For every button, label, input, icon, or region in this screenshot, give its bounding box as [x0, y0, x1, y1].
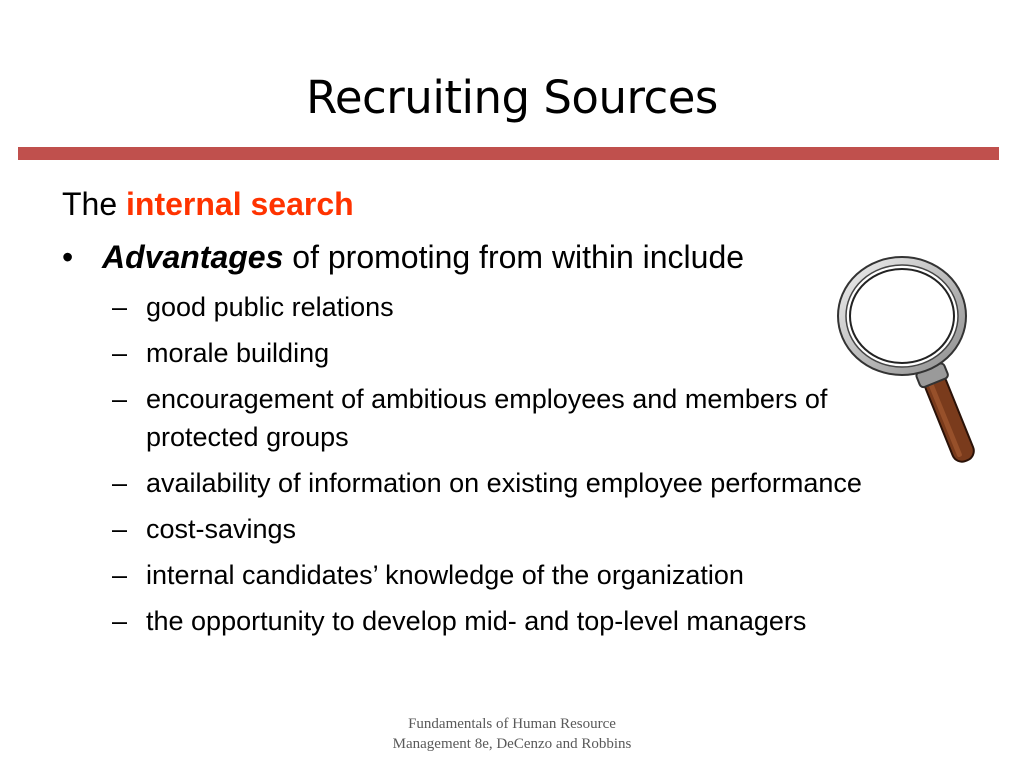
advantages-sub-list	[112, 288, 912, 648]
dash-mark: –	[112, 292, 128, 322]
dash-mark: –	[112, 560, 128, 590]
title-divider	[18, 147, 999, 160]
list-item	[112, 464, 912, 502]
footer-credit	[352, 714, 672, 754]
bullet-emphasis: Advantages	[102, 239, 284, 275]
bullet-mark: •	[62, 239, 74, 275]
sub-item-text: morale building	[146, 338, 330, 368]
magnifying-glass-icon	[834, 252, 1004, 474]
sub-item-text: encouragement of ambitious employees and members of protected groups	[146, 384, 828, 452]
intro-line	[62, 184, 354, 224]
slide-title: Recruiting Sources	[306, 71, 718, 124]
dash-mark: –	[112, 468, 128, 498]
list-item	[112, 510, 912, 548]
intro-prefix: The	[62, 186, 118, 222]
intro-highlight: internal search	[126, 186, 354, 222]
dash-mark: –	[112, 606, 128, 636]
sub-item-text: availability of information on existing employee performance	[146, 468, 862, 498]
footer-line-1: Fundamentals of Human Resource	[408, 716, 616, 732]
list-item	[112, 380, 912, 456]
sub-item-text: good public relations	[146, 292, 394, 322]
dash-mark: –	[112, 338, 128, 368]
sub-item-text: cost-savings	[146, 514, 297, 544]
list-item	[112, 556, 912, 594]
dash-mark: –	[112, 384, 128, 414]
list-item	[112, 602, 912, 640]
bullet-text: of promoting from within include	[292, 239, 745, 275]
list-item	[112, 334, 912, 372]
list-item	[112, 288, 912, 326]
sub-item-text: internal candidates’ knowledge of the organization	[146, 560, 744, 590]
dash-mark: –	[112, 514, 128, 544]
sub-item-text: the opportunity to develop mid- and top-level managers	[146, 606, 807, 636]
footer-line-2: Management 8e, DeCenzo and Robbins	[392, 736, 632, 752]
advantages-bullet	[62, 237, 744, 277]
